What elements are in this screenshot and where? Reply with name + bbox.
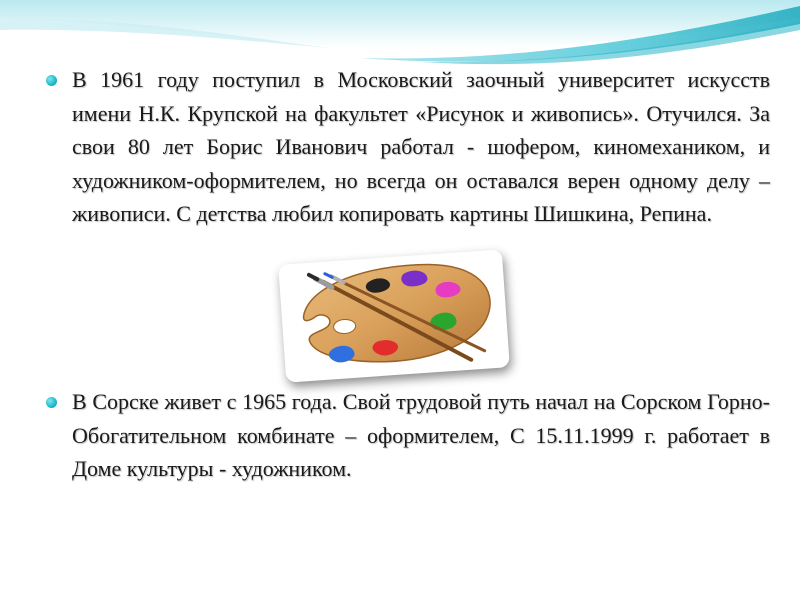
bullet-item-education — [72, 63, 770, 231]
palette-image — [278, 249, 510, 382]
bullet-item-career — [72, 385, 770, 486]
bullet-text: В Сорске живет с 1965 года. Свой трудовой путь начал на Сорском Горно-Обогатительном комбинате – оформителем, С 15.11.1999 г. работает в Доме культуры - художником. — [72, 389, 770, 481]
paint-palette-icon — [278, 249, 510, 382]
bullet-dot-icon — [46, 397, 57, 408]
bullet-text: В 1961 году поступил в Московский заочный университет искусств имени Н.К. Крупской на факультет «Рисунок и живопись». Отучился. За свои 80 лет Борис Иванович работал - шофером, киномехаником, и художником-оформителем, но всегда он оставался верен одному делу – живописи. С детства любил копировать картины Шишкина, Репина. — [72, 67, 770, 226]
bullet-dot-icon — [46, 75, 57, 86]
